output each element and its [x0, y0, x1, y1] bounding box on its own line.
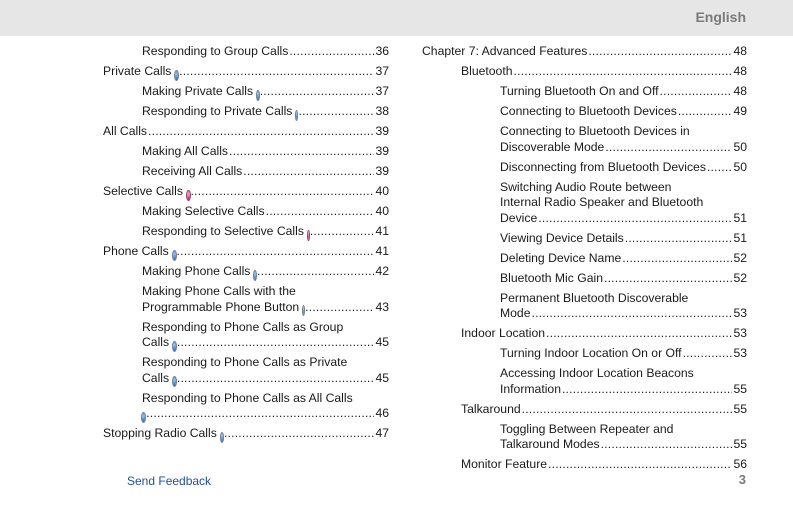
leader-dots	[243, 164, 374, 180]
toc-entry[interactable]	[461, 402, 747, 418]
toc-page-number: 53	[733, 346, 747, 360]
leader-dots	[588, 44, 732, 60]
toc-entry-title: Mode	[500, 306, 531, 320]
blue-feature-icon	[296, 111, 297, 120]
toc-entry-title: Selective Calls	[103, 184, 183, 198]
leader-dots	[660, 84, 733, 100]
toc-entry[interactable]	[142, 284, 389, 315]
toc-page-number: 47	[375, 426, 389, 440]
toc-entry[interactable]	[500, 84, 747, 100]
toc-page-number: 38	[375, 104, 389, 118]
leader-dots	[546, 326, 732, 342]
toc-page-number: 46	[375, 406, 389, 420]
blue-feature-icon	[257, 91, 259, 100]
toc-entry[interactable]	[103, 64, 389, 80]
toc-entry[interactable]	[142, 355, 389, 386]
toc-entry-title: Discoverable Mode	[500, 139, 605, 154]
toc-entry-title: Connecting to Bluetooth Devices	[500, 104, 677, 118]
toc-entry-title: Making Selective Calls	[142, 204, 265, 218]
pink-feature-icon	[187, 191, 190, 200]
toc-entry[interactable]	[142, 44, 389, 60]
toc-entry[interactable]	[461, 64, 747, 80]
toc-page-number: 53	[733, 306, 747, 320]
toc-page-number: 37	[375, 84, 389, 98]
toc-entry[interactable]	[142, 204, 389, 220]
toc-entry-title: Viewing Device Details	[500, 230, 624, 245]
toc-page-number: 42	[375, 264, 389, 278]
toc-entry-title: All Calls	[103, 124, 148, 138]
leader-dots	[601, 437, 733, 453]
toc-entry-title: Talkaround Modes	[500, 437, 600, 451]
toc-entry[interactable]	[142, 164, 389, 180]
blue-feature-icon	[142, 413, 145, 422]
leader-dots	[229, 144, 374, 160]
leader-dots	[298, 104, 374, 120]
toc-entry[interactable]	[500, 251, 747, 267]
toc-page-number: 55	[733, 401, 747, 416]
blue-feature-icon	[173, 342, 176, 351]
leader-dots	[289, 44, 374, 60]
toc-entry-title: Bluetooth Mic Gain	[500, 270, 603, 285]
pink-feature-icon	[308, 231, 309, 240]
blue-feature-icon	[303, 306, 304, 315]
leader-dots	[310, 224, 375, 240]
toc-page-number: 40	[375, 204, 389, 218]
leader-dots	[707, 160, 733, 176]
toc-entry[interactable]	[500, 422, 747, 453]
toc-entry-title: Device	[500, 210, 538, 225]
toc-entry[interactable]	[500, 124, 747, 155]
toc-entry-title-line: Connecting to Bluetooth Devices in	[500, 124, 690, 138]
toc-entry-title: Talkaround	[461, 401, 521, 416]
toc-page-number: 50	[733, 139, 747, 154]
leader-dots	[148, 124, 374, 140]
toc-entry[interactable]	[461, 326, 747, 342]
toc-entry-title: Private Calls	[103, 64, 172, 78]
leader-dots	[532, 306, 733, 322]
toc-entry-title: Responding to Selective Calls	[142, 224, 304, 238]
leader-dots	[622, 251, 732, 267]
toc-entry-title: Information	[500, 381, 561, 396]
toc-entry-title-line: Making Phone Calls with the	[142, 284, 296, 298]
leader-dots	[179, 64, 374, 80]
toc-entry[interactable]	[142, 84, 389, 100]
toc-entry[interactable]	[103, 184, 389, 200]
toc-page-number: 48	[733, 84, 747, 98]
toc-entry[interactable]	[461, 457, 747, 473]
toc-entry-title-line: Permanent Bluetooth Discoverable	[500, 290, 689, 305]
toc-entry-title-line: Responding to Phone Calls as All Calls	[142, 390, 353, 405]
leader-dots	[177, 371, 375, 387]
toc-entry-title: Making Phone Calls	[142, 264, 251, 278]
page-header	[0, 0, 793, 36]
toc-entry[interactable]	[142, 224, 389, 240]
toc-entry-title: Making Private Calls	[142, 84, 254, 98]
toc-entry-title: Receiving All Calls	[142, 164, 243, 178]
leader-dots	[224, 426, 374, 442]
toc-entry-title: Turning Indoor Location On or Off	[500, 346, 682, 360]
blue-feature-icon	[221, 433, 223, 442]
toc-entry[interactable]	[103, 244, 389, 260]
toc-entry-title: Responding to Group Calls	[142, 44, 289, 58]
toc-page-number: 39	[375, 124, 389, 138]
toc-entry[interactable]	[142, 264, 389, 280]
toc-entry[interactable]	[422, 44, 747, 60]
toc-entry-title: Calls	[142, 335, 170, 349]
toc-page-number: 41	[375, 224, 389, 238]
toc-entry[interactable]	[142, 104, 389, 120]
toc-entry-title: Responding to Private Calls	[142, 104, 293, 118]
toc-entry-title: Calls	[142, 370, 170, 385]
toc-page-number: 53	[733, 326, 747, 340]
toc-page-number: 48	[733, 44, 747, 58]
blue-feature-icon	[175, 71, 178, 80]
toc-entry-title-line: Internal Radio Speaker and Bluetooth	[500, 195, 704, 209]
blue-feature-icon	[254, 271, 256, 280]
toc-page-number: 51	[733, 230, 747, 245]
leader-dots	[257, 264, 374, 280]
toc-page-number: 55	[733, 381, 747, 396]
toc-entry[interactable]	[500, 291, 747, 322]
toc-entry-title: Monitor Feature	[461, 457, 548, 471]
toc-page-number: 56	[733, 457, 747, 471]
leader-dots	[605, 140, 732, 156]
toc-page-number: 48	[733, 64, 747, 78]
toc-entry[interactable]	[500, 271, 747, 287]
toc-entry[interactable]	[103, 426, 389, 442]
toc-entry-title: Disconnecting from Bluetooth Devices	[500, 159, 706, 174]
toc-entry[interactable]	[103, 124, 389, 140]
toc-page-number: 49	[733, 104, 747, 118]
leader-dots	[678, 104, 733, 120]
toc-left-column	[103, 44, 389, 446]
toc-page-number: 51	[733, 210, 747, 225]
toc-entry[interactable]	[500, 366, 747, 397]
toc-page-number: 37	[375, 64, 389, 78]
blue-feature-icon	[173, 251, 176, 260]
toc-entry-title: Phone Calls	[103, 244, 169, 258]
language-label: English	[695, 9, 746, 25]
toc-entry[interactable]	[500, 160, 747, 176]
toc-page-number: 52	[733, 250, 747, 265]
toc-entry[interactable]	[500, 104, 747, 120]
toc-page-number: 39	[375, 144, 389, 158]
toc-entry-title: Making All Calls	[142, 144, 229, 158]
toc-entry[interactable]	[142, 391, 389, 422]
leader-dots	[305, 300, 374, 316]
toc-entry-title: Programmable Phone Button	[142, 299, 300, 314]
toc-entry-title: Stopping Radio Calls	[103, 426, 217, 440]
toc-entry-title-line: Responding to Phone Calls as Group	[142, 319, 344, 334]
toc-entry[interactable]	[500, 346, 747, 362]
leader-dots	[522, 402, 733, 418]
leader-dots	[266, 204, 375, 220]
toc-right-column	[422, 44, 747, 477]
page-number: 3	[738, 472, 746, 487]
toc-entry-title: Chapter 7: Advanced Features	[422, 44, 588, 58]
toc-entry-title-line: Toggling Between Repeater and	[500, 421, 674, 436]
toc-entry-title: Bluetooth	[461, 64, 513, 78]
leader-dots	[514, 64, 733, 80]
leader-dots	[177, 244, 375, 260]
toc-page-number: 43	[375, 299, 389, 314]
toc-page-number: 40	[375, 184, 389, 198]
toc-entry-title: Turning Bluetooth On and Off	[500, 84, 659, 98]
leader-dots	[260, 84, 375, 100]
toc-entry-title: Deleting Device Name	[500, 250, 622, 265]
toc-entry-title-line: Responding to Phone Calls as Private	[142, 355, 348, 369]
toc-entry[interactable]	[142, 144, 389, 160]
toc-entry-title-line: Switching Audio Route between	[500, 179, 672, 194]
leader-dots	[683, 346, 733, 362]
toc-page-number: 55	[733, 437, 747, 451]
send-feedback-link[interactable]: Send Feedback	[127, 474, 212, 488]
toc-entry[interactable]	[142, 320, 389, 351]
leader-dots	[177, 335, 375, 351]
toc-page-number: 52	[733, 270, 747, 285]
toc-page-number: 45	[375, 370, 389, 385]
toc-page-number: 39	[375, 164, 389, 178]
toc-page-number: 45	[375, 335, 389, 349]
leader-dots	[625, 231, 733, 247]
toc-entry-title: Indoor Location	[461, 326, 546, 340]
leader-dots	[191, 184, 375, 200]
toc-page-number: 41	[375, 244, 389, 258]
leader-dots	[562, 382, 732, 398]
blue-feature-icon	[173, 377, 176, 386]
toc-entry[interactable]	[500, 180, 747, 227]
toc-entry-title-line: Accessing Indoor Location Beacons	[500, 366, 694, 380]
toc-entry[interactable]	[500, 231, 747, 247]
toc-page-number: 36	[375, 44, 389, 58]
leader-dots	[146, 406, 374, 422]
toc-page-number: 50	[733, 159, 747, 174]
leader-dots	[548, 457, 732, 473]
leader-dots	[604, 271, 732, 287]
leader-dots	[538, 211, 732, 227]
